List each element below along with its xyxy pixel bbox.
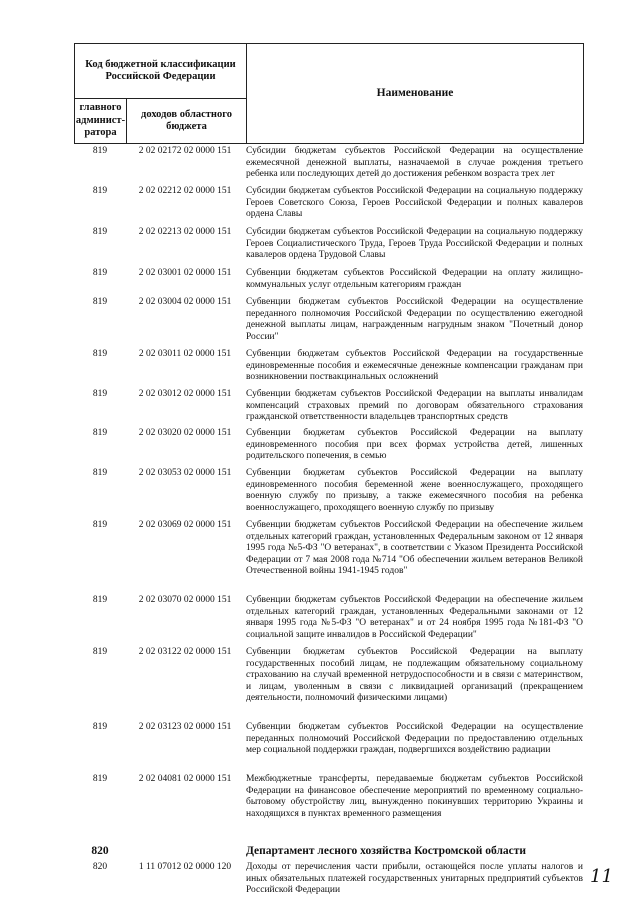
name-cell: Субвенции бюджетам субъектов Российской Федерации на обеспечение жильем отдельных категорий граждан, установленных Федеральным законом от 12 января 1995 года №5-ФЗ "О ветеранах", в соответствии с Указом Президента Российской Федерации от 7 мая 2008 года №714 "Об обеспечении жильем ветеранов Великой Отечественной войны 1941-1945 годов" [246,520,583,577]
admin-code-cell: 819 [92,774,108,784]
admin-code-cell: 819 [92,722,108,732]
admin-code-cell: 819 [92,520,108,530]
admin-column-heading: главного админист-ратора [75,99,127,144]
income-code-cell: 2 02 03001 02 0000 151 [138,268,232,278]
table-body [74,146,583,898]
table-row [74,774,583,833]
admin-code-cell: 819 [92,268,108,278]
name-cell: Департамент лесного хозяйства Костромской области [246,845,527,857]
name-cell: Субвенции бюджетам субъектов Российской Федерации на осуществление переданного полномочия Российской Федерации по осуществлению ежегодной денежной выплаты лицам, награжденным нагрудным знаком "Почетный донор России" [246,297,583,342]
table-row [74,468,583,515]
page-number: 11 [590,866,613,887]
name-cell: Субсидии бюджетам субъектов Российской Федерации на социальную поддержку Героев Советского Союза, Героев Российской Федерации и полных кавалеров ордена Славы [246,186,583,220]
admin-code-cell: 819 [92,389,108,399]
table-row [74,146,583,181]
income-code-cell: 2 02 03020 02 0000 151 [138,428,232,438]
name-cell: Субвенции бюджетам субъектов Российской Федерации на государственные единовременные пособия и ежемесячные денежные компенсации гражданам при возникновении поствакцинальных осложнений [246,349,583,383]
admin-code-cell: 819 [92,428,108,438]
income-code-cell: 2 02 02212 02 0000 151 [138,186,232,196]
name-cell: Субсидии бюджетам субъектов Российской Федерации на социальную поддержку Героев Социалистического Труда, Героев Труда Российской Федерации и полных кавалеров ордена Трудовой Славы [246,227,583,261]
admin-code-cell: 819 [92,186,108,196]
admin-code-cell: 820 [91,845,109,857]
admin-code-cell: 820 [92,862,108,872]
admin-code-cell: 819 [92,349,108,359]
name-cell: Субвенции бюджетам субъектов Российской Федерации на оплату жилищно-коммунальных услуг отдельным категориям граждан [246,268,583,290]
income-code-cell: 2 02 03053 02 0000 151 [138,468,232,478]
table-row [74,186,583,221]
table-row [74,862,583,898]
admin-code-cell: 819 [92,297,108,307]
name-cell: Субвенции бюджетам субъектов Российской Федерации на выплату единовременного пособия беременной жене военнослужащего, проходящего военную службу по призыву, а также ежемесячного пособия на ребенка военнослужащего, проходящего военную службу по призыву [246,468,583,513]
name-cell: Субвенции бюджетам субъектов Российской Федерации на осуществление переданных полномочий Российской Федерации по предоставлению отдельных мер социальной поддержки граждан, подвергшихся воздействию радиации [246,722,583,756]
admin-code-cell: 819 [92,595,108,605]
table-row [74,595,583,642]
name-cell: Субвенции бюджетам субъектов Российской Федерации на обеспечение жильем отдельных категорий граждан, установленных Федеральными законами от 12 января 1995 года №5-ФЗ "О ветеранах" и от 24 ноября 1995 года №181-ФЗ "О социальной защите инвалидов в Российской Федерации" [246,595,583,640]
income-code-cell: 2 02 03070 02 0000 151 [138,595,232,605]
budget-code-heading: Код бюджетной классификации Российской Федерации [75,44,247,99]
table-row [74,389,583,424]
income-code-cell: 2 02 03123 02 0000 151 [138,722,232,732]
admin-code-cell: 819 [92,146,108,156]
income-code-cell: 2 02 04081 02 0000 151 [138,774,232,784]
income-code-cell: 1 11 07012 02 0000 120 [138,862,232,872]
name-cell: Субвенции бюджетам субъектов Российской Федерации на выплату единовременного пособия при всех формах устройства детей, лишенных родительского попечения, в семью [246,428,583,462]
table-row [74,227,583,262]
name-cell: Субсидии бюджетам субъектов Российской Федерации на осуществление ежемесячной денежной выплаты, назначаемой в случае рождения третьего ребенка или последующих детей до достижения ребенком возраста трех лет [246,146,583,180]
income-code-cell: 2 02 03069 02 0000 151 [138,520,232,530]
section-row [74,845,583,859]
name-cell: Межбюджетные трансферты, передаваемые бюджетам субъектов Российской Федерации на финансовое обеспечение мероприятий по временному социально-бытовому обустройству лиц, вынужденно покинувших территорию Украины и находящихся в пунктах временного размещения [246,774,583,819]
name-cell: Доходы от перечисления части прибыли, остающейся после уплаты налогов и иных обязательных платежей государственных унитарных предприятий субъектов Российской Федерации [246,862,583,896]
table-row [74,520,583,590]
income-code-cell: 2 02 03011 02 0000 151 [138,349,232,359]
income-code-cell: 2 02 03122 02 0000 151 [138,647,232,657]
table-header [74,43,584,144]
table-row [74,647,583,717]
name-column-heading: Наименование [247,44,584,144]
admin-code-cell: 819 [92,647,108,657]
income-code-cell: 2 02 02172 02 0000 151 [138,146,232,156]
name-cell: Субвенции бюджетам субъектов Российской Федерации на выплаты инвалидам компенсаций страховых премий по договорам обязательного страхования гражданской ответственности владельцев транспортных средств [246,389,583,423]
income-code-cell: 2 02 03012 02 0000 151 [138,389,232,399]
name-cell: Субвенции бюджетам субъектов Российской Федерации на выплату государственных пособий лицам, не подлежащим обязательному социальному страхованию на случай временной нетрудоспособности и в связи с материнством, и лицам, уволенным в связи с ликвидацией организаций (прекращением деятельности, полномочий физическими лицами) [246,647,583,704]
table-row [74,722,583,769]
admin-code-cell: 819 [92,468,108,478]
table-row [74,268,583,292]
table-row [74,428,583,463]
income-code-cell: 2 02 03004 02 0000 151 [138,297,232,307]
income-code-cell: 2 02 02213 02 0000 151 [138,227,232,237]
income-column-heading: доходов областного бюджета [127,99,247,144]
table-row [74,349,583,384]
admin-code-cell: 819 [92,227,108,237]
table-row [74,297,583,344]
